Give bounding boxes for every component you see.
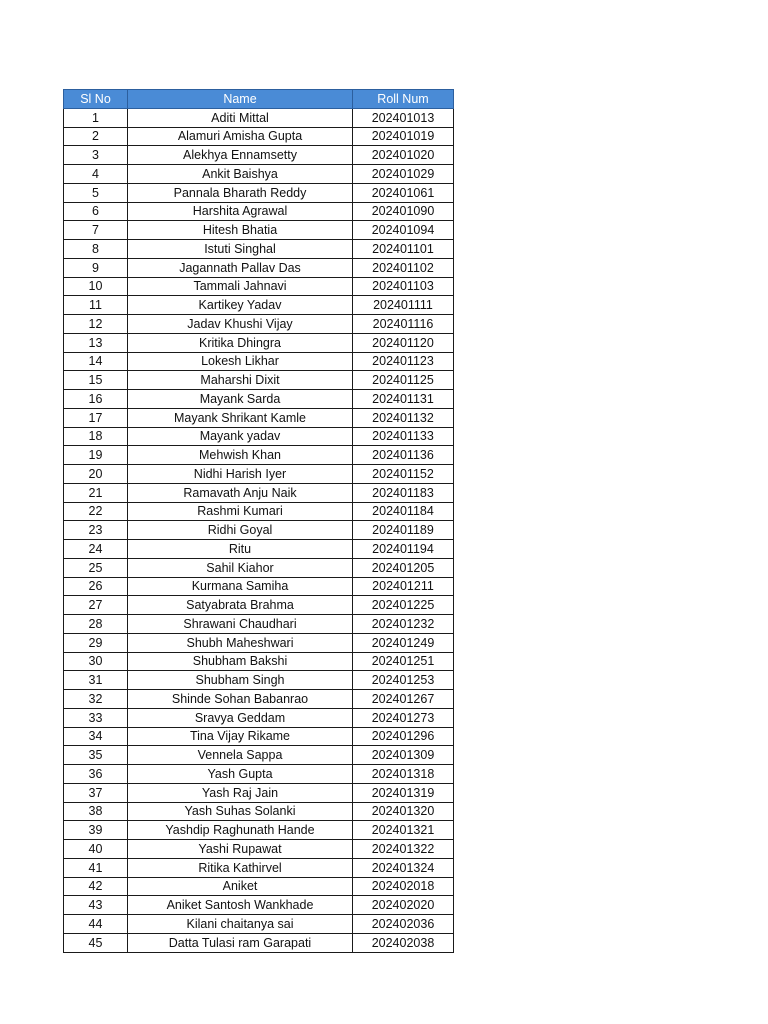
- cell-roll-num: 202401296: [353, 727, 454, 746]
- cell-roll-num: 202401019: [353, 127, 454, 146]
- cell-sl-no: 25: [64, 558, 128, 577]
- cell-sl-no: 34: [64, 727, 128, 746]
- cell-roll-num: 202401273: [353, 708, 454, 727]
- header-sl-no: Sl No: [64, 90, 128, 109]
- header-row: [64, 90, 454, 109]
- cell-name: Tammali Jahnavi: [128, 277, 353, 296]
- cell-name: Harshita Agrawal: [128, 202, 353, 221]
- table-row: [64, 146, 454, 165]
- cell-sl-no: 5: [64, 183, 128, 202]
- table-row: [64, 821, 454, 840]
- cell-name: Yash Raj Jain: [128, 783, 353, 802]
- cell-name: Shrawani Chaudhari: [128, 615, 353, 634]
- cell-roll-num: 202401061: [353, 183, 454, 202]
- table-row: [64, 671, 454, 690]
- table-row: [64, 858, 454, 877]
- cell-sl-no: 41: [64, 858, 128, 877]
- table-row: [64, 746, 454, 765]
- cell-sl-no: 8: [64, 240, 128, 259]
- cell-roll-num: 202402018: [353, 877, 454, 896]
- cell-name: Alamuri Amisha Gupta: [128, 127, 353, 146]
- table-row: [64, 540, 454, 559]
- cell-sl-no: 18: [64, 427, 128, 446]
- cell-roll-num: 202402020: [353, 896, 454, 915]
- cell-name: Kartikey Yadav: [128, 296, 353, 315]
- cell-name: Istuti Singhal: [128, 240, 353, 259]
- cell-roll-num: 202401184: [353, 502, 454, 521]
- cell-sl-no: 40: [64, 840, 128, 859]
- cell-roll-num: 202401103: [353, 277, 454, 296]
- cell-roll-num: 202401211: [353, 577, 454, 596]
- cell-name: Shubham Singh: [128, 671, 353, 690]
- cell-sl-no: 31: [64, 671, 128, 690]
- table-body: [64, 108, 454, 952]
- table-row: [64, 221, 454, 240]
- table-row: [64, 596, 454, 615]
- cell-roll-num: 202401319: [353, 783, 454, 802]
- cell-roll-num: 202401253: [353, 671, 454, 690]
- cell-sl-no: 11: [64, 296, 128, 315]
- cell-sl-no: 30: [64, 652, 128, 671]
- table-row: [64, 521, 454, 540]
- cell-sl-no: 2: [64, 127, 128, 146]
- cell-name: Kritika Dhingra: [128, 333, 353, 352]
- table-row: [64, 933, 454, 952]
- table-row: [64, 765, 454, 784]
- cell-name: Jagannath Pallav Das: [128, 258, 353, 277]
- cell-name: Alekhya Ennamsetty: [128, 146, 353, 165]
- cell-name: Kurmana Samiha: [128, 577, 353, 596]
- table-row: [64, 108, 454, 127]
- cell-name: Lokesh Likhar: [128, 352, 353, 371]
- cell-roll-num: 202401101: [353, 240, 454, 259]
- cell-roll-num: 202401309: [353, 746, 454, 765]
- table-row: [64, 352, 454, 371]
- cell-roll-num: 202401320: [353, 802, 454, 821]
- cell-sl-no: 28: [64, 615, 128, 634]
- table-row: [64, 840, 454, 859]
- cell-name: Ritika Kathirvel: [128, 858, 353, 877]
- cell-roll-num: 202401120: [353, 333, 454, 352]
- table-row: [64, 652, 454, 671]
- cell-sl-no: 38: [64, 802, 128, 821]
- cell-sl-no: 32: [64, 690, 128, 709]
- cell-sl-no: 27: [64, 596, 128, 615]
- cell-roll-num: 202401111: [353, 296, 454, 315]
- cell-sl-no: 14: [64, 352, 128, 371]
- table-row: [64, 315, 454, 334]
- cell-sl-no: 3: [64, 146, 128, 165]
- cell-name: Ridhi Goyal: [128, 521, 353, 540]
- cell-sl-no: 26: [64, 577, 128, 596]
- cell-name: Aditi Mittal: [128, 108, 353, 127]
- cell-name: Rashmi Kumari: [128, 502, 353, 521]
- cell-name: Pannala Bharath Reddy: [128, 183, 353, 202]
- table-row: [64, 446, 454, 465]
- cell-roll-num: 202401102: [353, 258, 454, 277]
- cell-sl-no: 42: [64, 877, 128, 896]
- cell-roll-num: 202401251: [353, 652, 454, 671]
- cell-name: Aniket Santosh Wankhade: [128, 896, 353, 915]
- cell-sl-no: 44: [64, 915, 128, 934]
- table-row: [64, 390, 454, 409]
- cell-roll-num: 202401020: [353, 146, 454, 165]
- table-row: [64, 465, 454, 484]
- table-row: [64, 690, 454, 709]
- cell-sl-no: 10: [64, 277, 128, 296]
- cell-sl-no: 6: [64, 202, 128, 221]
- cell-sl-no: 1: [64, 108, 128, 127]
- cell-roll-num: 202401029: [353, 165, 454, 184]
- cell-roll-num: 202401132: [353, 408, 454, 427]
- cell-name: Yashi Rupawat: [128, 840, 353, 859]
- cell-roll-num: 202401183: [353, 483, 454, 502]
- cell-sl-no: 9: [64, 258, 128, 277]
- cell-roll-num: 202401205: [353, 558, 454, 577]
- cell-sl-no: 7: [64, 221, 128, 240]
- cell-name: Ramavath Anju Naik: [128, 483, 353, 502]
- cell-roll-num: 202401321: [353, 821, 454, 840]
- cell-name: Datta Tulasi ram Garapati: [128, 933, 353, 952]
- cell-sl-no: 24: [64, 540, 128, 559]
- cell-name: Sravya Geddam: [128, 708, 353, 727]
- cell-roll-num: 202401131: [353, 390, 454, 409]
- table-row: [64, 783, 454, 802]
- cell-sl-no: 17: [64, 408, 128, 427]
- table-row: [64, 802, 454, 821]
- cell-roll-num: 202401116: [353, 315, 454, 334]
- cell-sl-no: 43: [64, 896, 128, 915]
- cell-name: Shinde Sohan Babanrao: [128, 690, 353, 709]
- table-row: [64, 258, 454, 277]
- cell-roll-num: 202401013: [353, 108, 454, 127]
- cell-name: Mehwish Khan: [128, 446, 353, 465]
- table-row: [64, 896, 454, 915]
- cell-sl-no: 21: [64, 483, 128, 502]
- cell-roll-num: 202401152: [353, 465, 454, 484]
- cell-sl-no: 33: [64, 708, 128, 727]
- table-row: [64, 615, 454, 634]
- table-row: [64, 202, 454, 221]
- cell-name: Tina Vijay Rikame: [128, 727, 353, 746]
- cell-name: Yashdip Raghunath Hande: [128, 821, 353, 840]
- header-roll-num: Roll Num: [353, 90, 454, 109]
- cell-sl-no: 15: [64, 371, 128, 390]
- cell-sl-no: 19: [64, 446, 128, 465]
- table-row: [64, 633, 454, 652]
- cell-sl-no: 29: [64, 633, 128, 652]
- cell-roll-num: 202401249: [353, 633, 454, 652]
- cell-sl-no: 23: [64, 521, 128, 540]
- cell-roll-num: 202401324: [353, 858, 454, 877]
- cell-roll-num: 202401194: [353, 540, 454, 559]
- cell-sl-no: 20: [64, 465, 128, 484]
- cell-sl-no: 36: [64, 765, 128, 784]
- cell-name: Nidhi Harish Iyer: [128, 465, 353, 484]
- cell-sl-no: 37: [64, 783, 128, 802]
- cell-roll-num: 202401322: [353, 840, 454, 859]
- cell-name: Satyabrata Brahma: [128, 596, 353, 615]
- cell-roll-num: 202401232: [353, 615, 454, 634]
- table-row: [64, 127, 454, 146]
- cell-name: Shubh Maheshwari: [128, 633, 353, 652]
- table-row: [64, 333, 454, 352]
- cell-roll-num: 202402036: [353, 915, 454, 934]
- cell-roll-num: 202401133: [353, 427, 454, 446]
- table-row: [64, 296, 454, 315]
- cell-sl-no: 16: [64, 390, 128, 409]
- table-row: [64, 558, 454, 577]
- table-row: [64, 915, 454, 934]
- table-row: [64, 183, 454, 202]
- table-row: [64, 483, 454, 502]
- cell-roll-num: 202401189: [353, 521, 454, 540]
- table-row: [64, 277, 454, 296]
- cell-name: Hitesh Bhatia: [128, 221, 353, 240]
- cell-name: Kilani chaitanya sai: [128, 915, 353, 934]
- roster-table: [63, 89, 454, 953]
- cell-name: Yash Gupta: [128, 765, 353, 784]
- cell-roll-num: 202401267: [353, 690, 454, 709]
- cell-sl-no: 13: [64, 333, 128, 352]
- cell-name: Mayank yadav: [128, 427, 353, 446]
- cell-roll-num: 202401136: [353, 446, 454, 465]
- cell-sl-no: 35: [64, 746, 128, 765]
- cell-name: Jadav Khushi Vijay: [128, 315, 353, 334]
- cell-name: Maharshi Dixit: [128, 371, 353, 390]
- cell-name: Aniket: [128, 877, 353, 896]
- table-row: [64, 877, 454, 896]
- cell-roll-num: 202401090: [353, 202, 454, 221]
- cell-sl-no: 4: [64, 165, 128, 184]
- cell-roll-num: 202401123: [353, 352, 454, 371]
- cell-roll-num: 202401225: [353, 596, 454, 615]
- cell-name: Yash Suhas Solanki: [128, 802, 353, 821]
- cell-name: Ritu: [128, 540, 353, 559]
- cell-name: Mayank Shrikant Kamle: [128, 408, 353, 427]
- cell-name: Shubham Bakshi: [128, 652, 353, 671]
- cell-sl-no: 39: [64, 821, 128, 840]
- table-row: [64, 371, 454, 390]
- cell-sl-no: 12: [64, 315, 128, 334]
- cell-name: Sahil Kiahor: [128, 558, 353, 577]
- table-row: [64, 240, 454, 259]
- table-row: [64, 708, 454, 727]
- cell-name: Ankit Baishya: [128, 165, 353, 184]
- cell-name: Mayank Sarda: [128, 390, 353, 409]
- cell-name: Vennela Sappa: [128, 746, 353, 765]
- table-row: [64, 427, 454, 446]
- cell-roll-num: 202401094: [353, 221, 454, 240]
- cell-roll-num: 202401318: [353, 765, 454, 784]
- cell-roll-num: 202401125: [353, 371, 454, 390]
- cell-sl-no: 45: [64, 933, 128, 952]
- cell-roll-num: 202402038: [353, 933, 454, 952]
- table-row: [64, 502, 454, 521]
- table-row: [64, 165, 454, 184]
- table-row: [64, 727, 454, 746]
- table-row: [64, 577, 454, 596]
- header-name: Name: [128, 90, 353, 109]
- cell-sl-no: 22: [64, 502, 128, 521]
- table-row: [64, 408, 454, 427]
